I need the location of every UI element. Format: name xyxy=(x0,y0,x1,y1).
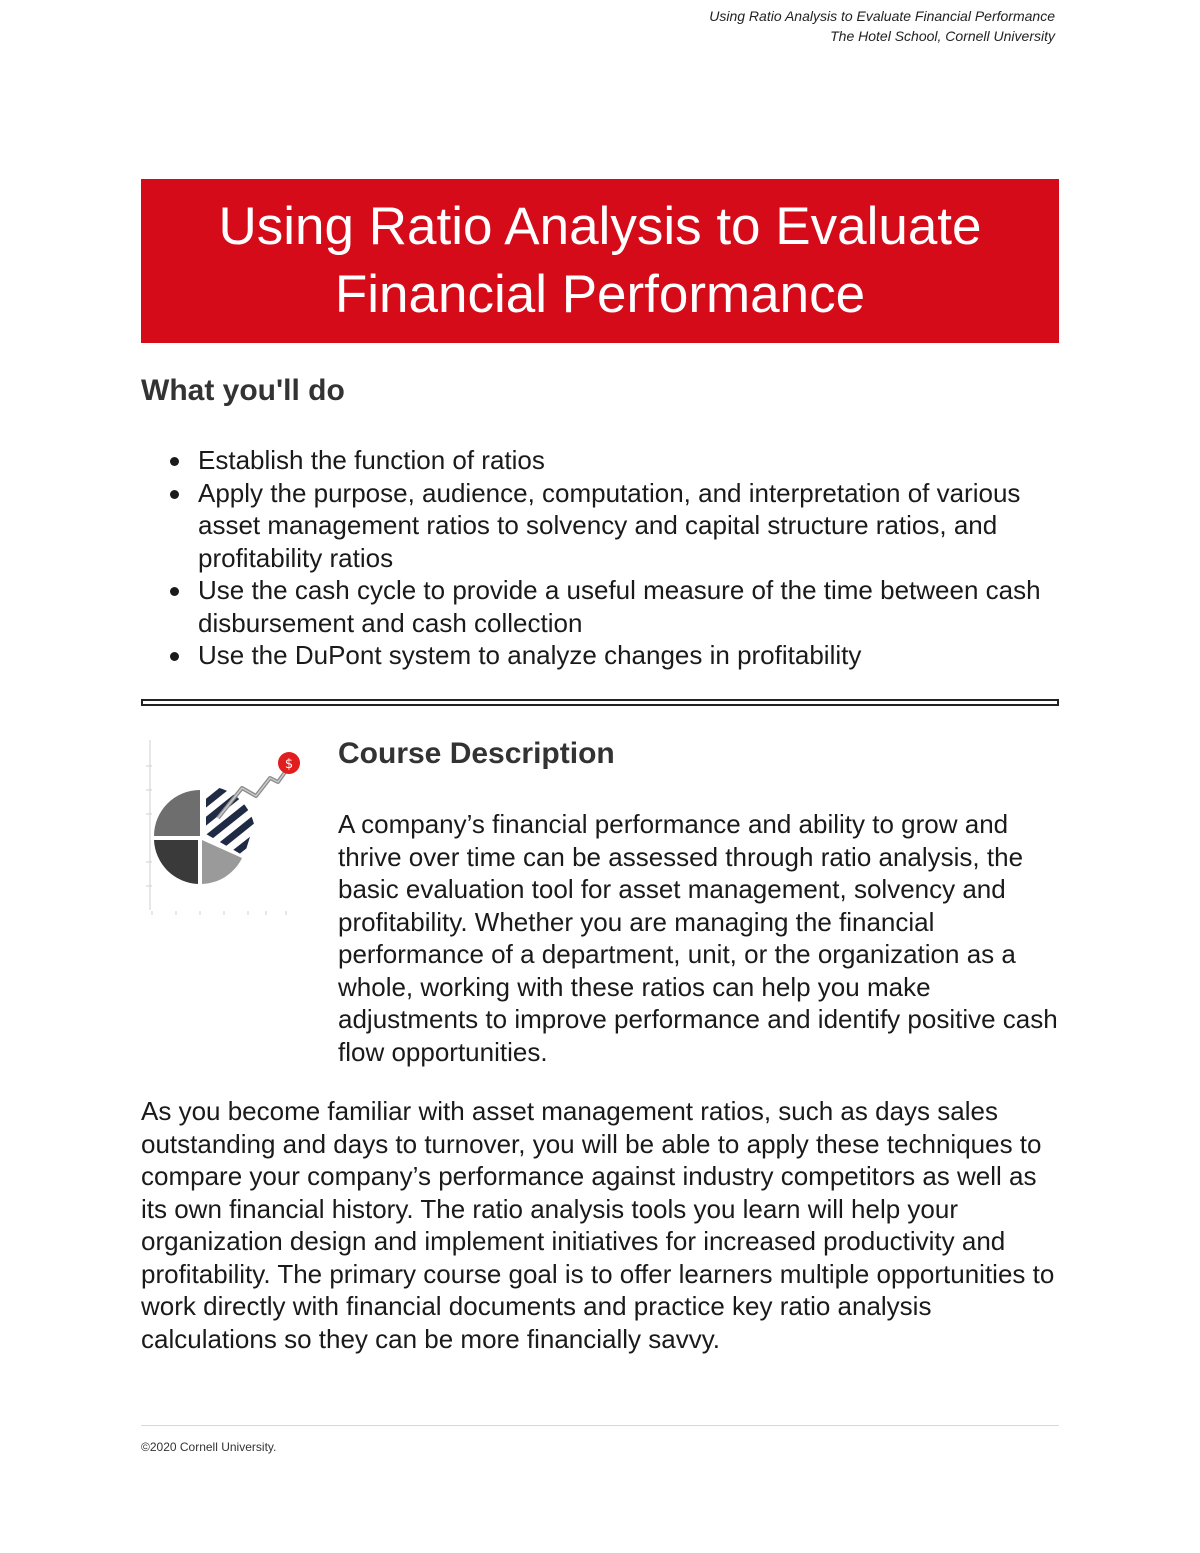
course-description-paragraph: As you become familiar with asset management ratios, such as days sales outstanding and days to turnover, you will be able to apply these techniques to compare your company’s performance against industry competitors as well as its own financial history. The ratio analysis tools you learn will help your organization design and implement initiatives for increased productivity and profitability. The primary course goal is to offer learners multiple opportunities to work directly with financial documents and practice key ratio analysis calculations so they can be more financially savvy. xyxy=(141,1096,1055,1354)
title-banner xyxy=(141,179,1059,343)
objective-item xyxy=(141,477,1059,575)
objective-text: Apply the purpose, audience, computation, and interpretation of various asset management ratios to solvency and capital structure ratios, and profitability ratios xyxy=(198,477,1021,573)
header-institution: The Hotel School, Cornell University xyxy=(830,28,1055,44)
course-description-paragraph xyxy=(141,808,1059,1118)
bullet-icon xyxy=(170,587,179,596)
objective-text: Establish the function of ratios xyxy=(198,445,545,475)
objectives-list xyxy=(141,444,1059,672)
what-youll-do-heading: What you'll do xyxy=(141,374,345,407)
objective-item xyxy=(141,444,1059,477)
paragraph-text: A company’s financial performance and ability to grow and thrive over time can be assessed through ratio analysis, the basic evaluation tool for asset management, solvency and profitability. Whether you are managing the financial performance of a department, unit, or the organization as a whole, working with these ratios can help you make adjustments to improve performance and identify positive cash flow opportunities. xyxy=(338,809,1058,1067)
bullet-icon xyxy=(170,490,179,499)
footer-rule xyxy=(141,1425,1059,1426)
header-course-title: Using Ratio Analysis to Evaluate Financial Performance xyxy=(709,8,1055,24)
objective-item xyxy=(141,574,1059,639)
svg-text:$: $ xyxy=(284,757,294,772)
objective-item xyxy=(141,639,1059,672)
running-header xyxy=(709,6,1055,46)
objective-text: Use the cash cycle to provide a useful measure of the time between cash disbursement and cash collection xyxy=(198,575,1041,638)
page-title: Using Ratio Analysis to Evaluate Financial Performance xyxy=(218,197,982,324)
section-divider xyxy=(141,699,1059,707)
course-description-heading: Course Description xyxy=(338,737,615,770)
bullet-icon xyxy=(170,652,179,661)
copyright-notice: ©2020 Cornell University. xyxy=(141,1440,277,1454)
illustration-spacer xyxy=(141,808,338,1118)
objective-text: Use the DuPont system to analyze changes in profitability xyxy=(198,640,862,670)
bullet-icon xyxy=(170,457,179,466)
